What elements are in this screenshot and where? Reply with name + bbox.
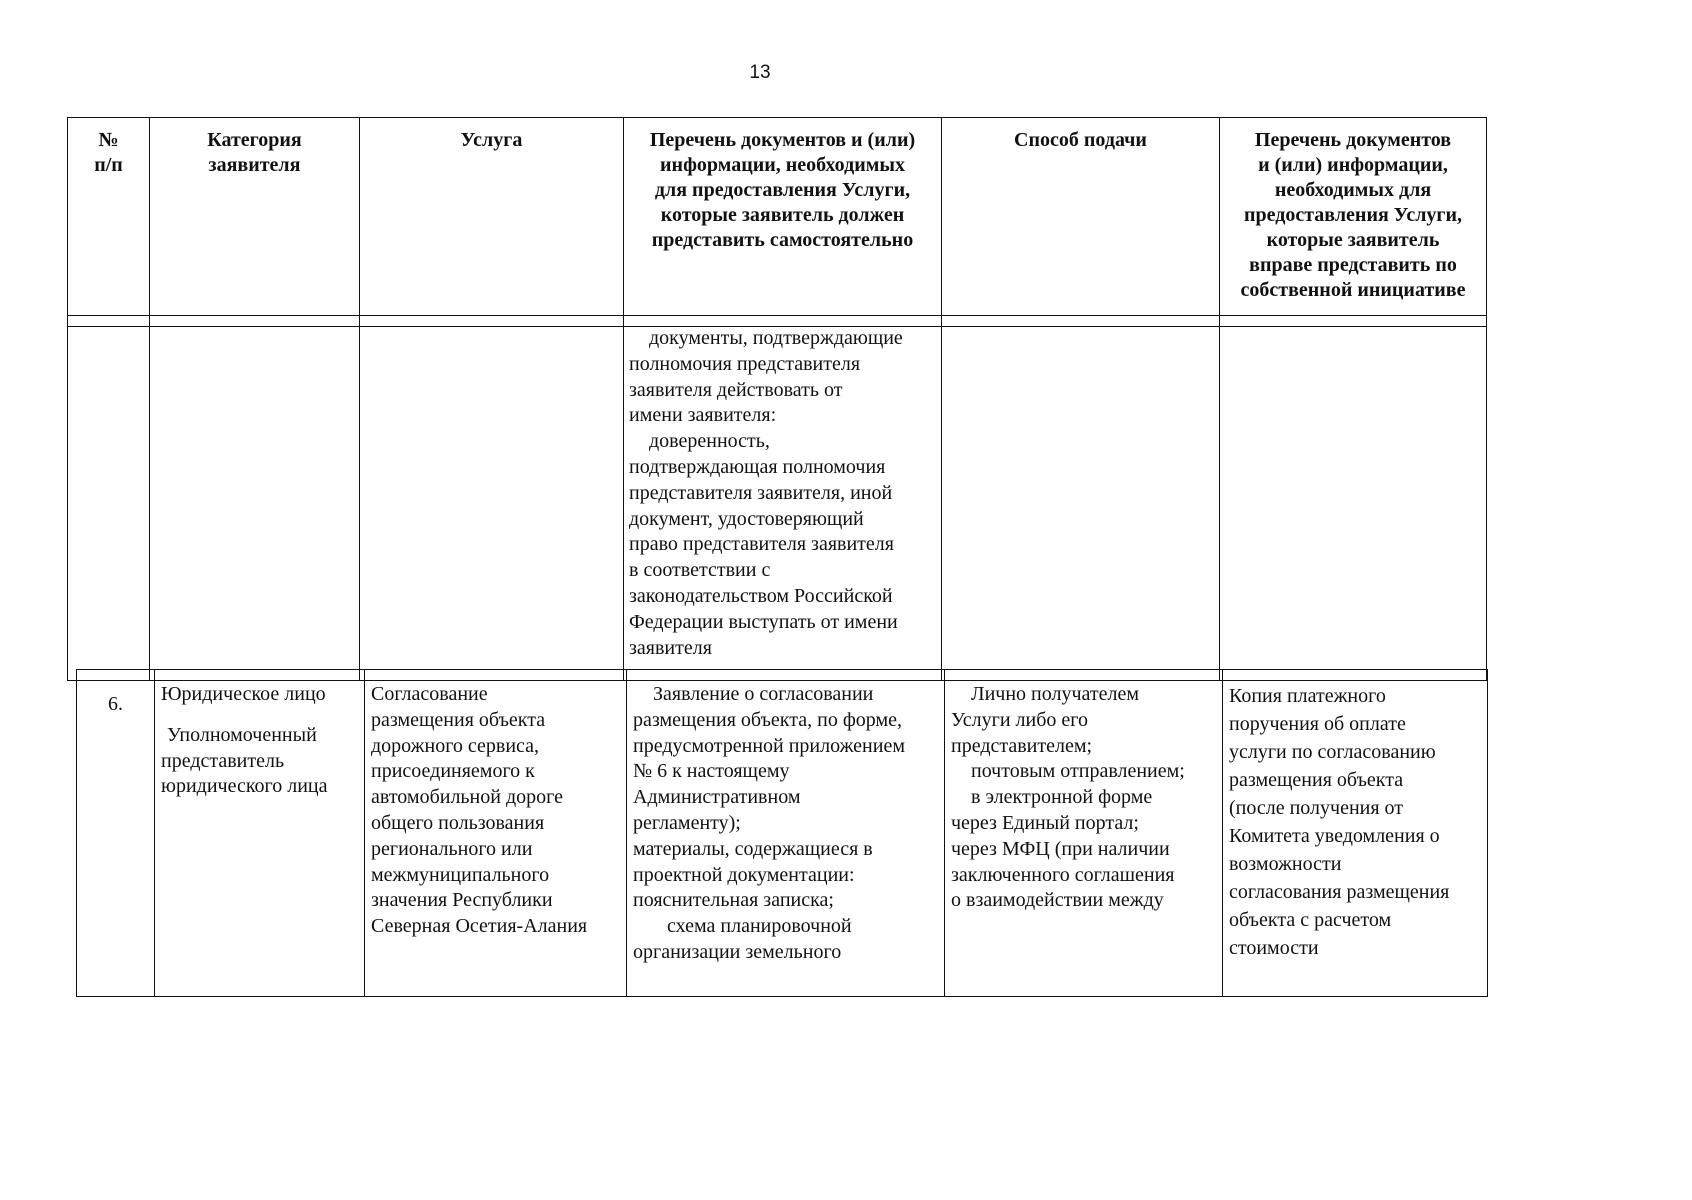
cell-docs-required: документы, подтверждающие полномочия представителя заявителя действовать от имени заявителя: доверенность, подтверждающая полномочия представителя заявителя, иной документ, удостоверяющий право представителя заявителя в соответствии с законодательством Российской Федерации выступать от имени заявителя [624, 316, 942, 681]
row-number: 6. [77, 670, 155, 997]
cell-submission: Лично получателем Услуги либо его представителем; почтовым отправлением; в электронной форме через Единый портал; через МФЦ (при наличии заключенного соглашения о взаимодействии между [945, 670, 1223, 997]
header-docs-required: Перечень документов и (или) информации, необходимых для предоставления Услуги, которые заявитель должен представить самостоятельно [624, 118, 942, 327]
header-num: № п/п [68, 118, 150, 327]
cell-service: Согласование размещения объекта дорожного сервиса, присоединяемого к автомобильной дороге общего пользования регионального или межмуниципального значения Республики Северная Осетия-Алания [365, 670, 627, 997]
header-service: Услуга [360, 118, 624, 327]
table-body [76, 669, 1488, 997]
cell-category: Юридическое лицо Уполномоченный представитель юридического лица [155, 670, 365, 997]
cell-empty [150, 316, 360, 681]
table-continuation [67, 315, 1487, 681]
table-header [67, 117, 1487, 327]
cell-empty [1220, 316, 1487, 681]
cell-empty [360, 316, 624, 681]
cell-docs-required: Заявление о согласовании размещения объекта, по форме, предусмотренной приложением № 6 к настоящему Административном регламенту); материалы, содержащиеся в проектной документации: пояснительная записка; схема планировочной организации земельного [627, 670, 945, 997]
header-row [68, 118, 1487, 327]
cell-empty [68, 316, 150, 681]
page-number: 13 [749, 62, 771, 83]
header-category: Категория заявителя [150, 118, 360, 327]
cell-docs-optional: Копия платежного поручения об оплате услуги по согласованию размещения объекта (после получения от Комитета уведомления о возможности согласования размещения объекта с расчетом стоимости [1223, 670, 1488, 997]
continuation-row [68, 316, 1487, 681]
table-row [77, 670, 1488, 997]
header-submission: Способ подачи [942, 118, 1220, 327]
header-docs-optional: Перечень документов и (или) информации, необходимых для предоставления Услуги, которые заявитель вправе представить по собственной инициативе [1220, 118, 1487, 327]
cell-empty [942, 316, 1220, 681]
